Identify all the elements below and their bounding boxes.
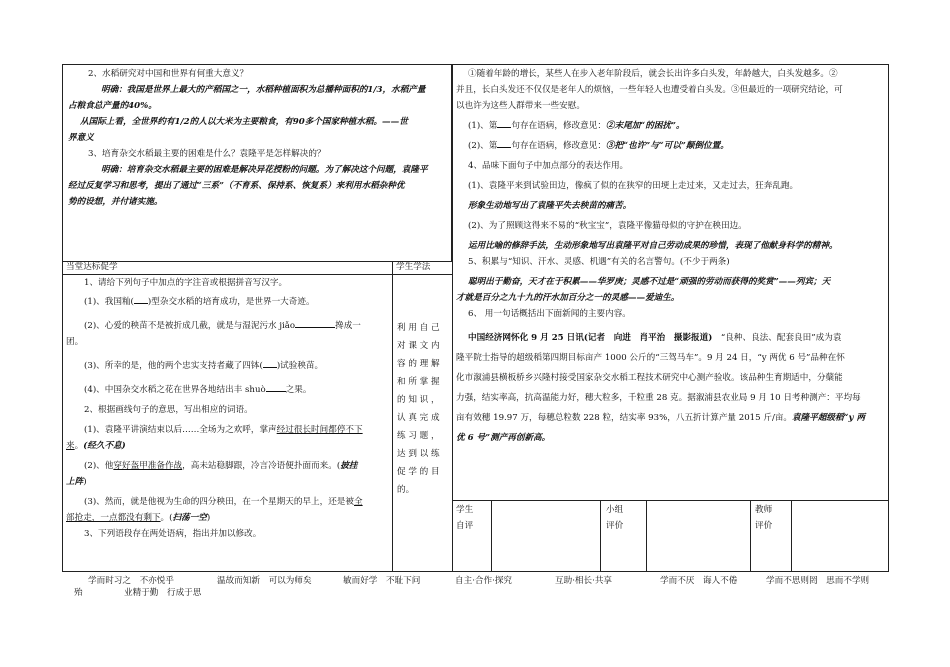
- exercise-2-2: (2)、他穿好盔甲准备作战，高未站稳脚跟，冷言冷语便扑面而来。(披挂: [84, 461, 358, 471]
- footer-motto-2: 温故而知新 可以为师矣: [217, 576, 312, 586]
- answer-blank[interactable]: [295, 327, 335, 328]
- answer-3-line-3: 势的设想，并付诸实施。: [68, 197, 163, 207]
- exercise-2: 2、根据画线句子的意思，写出相应的词语。: [84, 405, 253, 415]
- footer-motto-9: 业精于勤 行成于思: [124, 588, 202, 598]
- eval-self-label: 学生 自评: [456, 505, 474, 531]
- footer-motto-4: 自主·合作·探究: [455, 576, 513, 586]
- answer-blank[interactable]: [497, 147, 511, 148]
- eval-teacher-label: 教师 评价: [755, 505, 773, 531]
- answer-2-line-1: 明确：我国是世界上最大的产稻国之一，水稻种植面积为总播种面积的1/3，水稻产量: [101, 85, 426, 95]
- footer-motto-7: 学而不思则罔 思而不学则: [766, 576, 870, 586]
- revision-2: (2)、第 句存在语病，修改意见：③把“也许”与“可以”颠倒位置。: [468, 141, 729, 151]
- answer-blank[interactable]: [263, 367, 277, 368]
- exercise-1-2: (2)、心爱的秧苗不是被折成几截，就是与湿泥污水 jiǎo 搀成一: [84, 321, 361, 331]
- eval-self-value-cell: [491, 500, 601, 572]
- question-4-1: (1)、袁隆平来到试验田边，像疯了似的在狭窄的田埂上走过来，又走过去，狂奔乱跑。: [468, 181, 799, 191]
- eval-group-value-cell: [646, 500, 751, 572]
- answer-4-2: 运用比喻的修辞手法，生动形象地写出袁隆平对自己劳动成果的珍惜，表现了他献身科学的精神。: [468, 241, 838, 251]
- question-3: 3、培育杂交水稻最主要的困难是什么？袁隆平是怎样解决的？: [88, 149, 326, 159]
- eval-group-label: 小组 评价: [606, 505, 624, 531]
- news-line-6: 优 6 号”测产再创新高。: [456, 433, 551, 443]
- answer-2-line-3: 从国际上看，全世界约有1/2的人以大米为主要粮食，有90多个国家种植水稻。——世: [80, 117, 408, 127]
- exercise-1-2-cont: 团。: [66, 337, 84, 347]
- footer-motto-6: 学而不厌 诲人不倦: [660, 576, 738, 586]
- footer-motto-1: 学而时习之 不亦悦乎: [88, 576, 174, 586]
- news-line-4: 力强，结实率高，抗高温能力好，穗大粒多，千粒重 28 克。据溆浦县农业局 9 月 10 日考种测产：平均每: [456, 393, 861, 403]
- answer-4-1: 形象生动地写出了袁隆平失去秧苗的痛苦。: [468, 201, 632, 211]
- exercise-1: 1、请给下列句子中加点的字注音或根据拼音写汉字。: [84, 278, 288, 288]
- exercise-1-4: (4)、中国杂交水稻之花在世界各地结出丰 shuò 之果。: [84, 385, 312, 395]
- exercise-1-1: (1)、我国籼( )型杂交水稻的培育成功，是世界一大奇迹。: [84, 297, 315, 307]
- student-method-header: 学生学法: [396, 262, 431, 272]
- passage-line-3: 以也许为这些人群带来一些安慰。: [456, 101, 585, 111]
- exercise-text: [66, 275, 390, 542]
- answer-3-line-1: 明确：培育杂交水稻最主要的困难是解决异花授粉的问题。为了解决这个问题，袁隆平: [101, 165, 428, 175]
- header-rule: [62, 261, 453, 275]
- question-5: 5、积累与“知识、汗水、灵感、机遇”有关的名言警句。(不少于两条): [468, 257, 730, 267]
- news-line-5: 亩有效穗 19.97 万，每穗总粒数 228 粒，结实率 93%，八五折计算产量 2015 斤/亩。袁隆平超级稻“y 两: [456, 413, 866, 423]
- answer-3-line-2: 经过反复学习和思考，提出了通过“三系”（不育系、保持系、恢复系）来利用水稻杂种优: [68, 181, 405, 191]
- news-line-1: 中国经济网怀化 9 月 25 日讯(记者 向进 肖平治 摄影报道) “良种、良法、配套良田”成为袁: [468, 333, 842, 343]
- exercise-2-3: (3)、然而，就是他视为生命的四分秧田，在一个星期天的早上，还是被全: [84, 497, 363, 507]
- exercise-2-1: (1)、袁隆平讲演结束以后……全场为之欢呼，掌声经过很长时间都停不下: [84, 425, 363, 435]
- answer-blank[interactable]: [497, 127, 511, 128]
- question-4-2: (2)、为了照顾这得来不易的“秋宝宝”，袁隆平像猫母似的守护在秧田边。: [468, 221, 747, 231]
- answer-2-line-4: 界意义: [68, 133, 94, 143]
- right-content-text: [456, 66, 886, 446]
- question-4: 4、品味下面句子中加点部分的表达作用。: [468, 161, 629, 171]
- exercise-2-3-cont: 部抢走，一点都没有剩下。(扫荡一空): [66, 513, 211, 523]
- exercise-2-1-cont: 来。(经久不息): [66, 441, 126, 451]
- exercise-1-3: (3)、所幸的是，他的两个忠实支持者藏了四钵( )试验秧苗。: [84, 361, 324, 371]
- answer-5-line-1: 聪明出于勤奋，天才在于积累——华罗庚；灵感不过是“顽强的劳动而获得的奖赏”——列宾；天: [468, 277, 831, 287]
- passage-line-2: 并且，长白头发还不仅仅是老年人的烦恼，一些年轻人也遭受着白头发。③但最近的一项研究结论，可: [456, 85, 843, 95]
- left-top-text: [68, 66, 448, 210]
- footer-motto-8: 殆: [74, 588, 83, 598]
- question-6: 6、 用一句话概括出下面新闻的主要内容。: [468, 309, 631, 319]
- answer-5-line-2: 才就是百分之九十九的汗水加百分之一的灵感——爱迪生。: [456, 293, 680, 303]
- section-header: 当堂达标促学: [66, 262, 118, 272]
- passage-line-1: ①随着年龄的增长，某些人在步入老年阶段后，就会长出许多白头发，年龄越大，白头发越多。②: [468, 69, 838, 79]
- footer-motto-3: 敏而好学 不耻下问: [343, 576, 421, 586]
- footer-motto-5: 互助·相长·共享: [555, 576, 613, 586]
- question-2: 2、水稻研究对中国和世界有何重大意义？: [88, 69, 249, 79]
- student-method-text: 利 用 自 己 对 课 文 内 容 的 理 解 和 所 掌 握 的 知 识 ， 认 真 完 成 练 习 题 ， 达 到 以 练 促 学 的 目 的。: [397, 323, 440, 495]
- exercise-3: 3、下列语段存在两处语病，指出并加以修改。: [84, 529, 262, 539]
- news-line-2: 隆平院士指导的超级稻第四期目标亩产 1000 公斤的“三驾马车”。9 月 24 日，“y 两优 6 号”品种在怀: [456, 353, 845, 363]
- answer-2-line-2: 占粮食总产量的40%。: [68, 101, 157, 111]
- eval-teacher-value-cell: [791, 500, 889, 572]
- news-line-3: 化市溆浦县横板桥乡兴隆村接受国家杂交水稻工程技术研究中心测产验收。该品种生育期适中，分蘖能: [456, 373, 843, 383]
- revision-1: (1)、第 句存在语病，修改意见：②末尾加“的困扰”。: [468, 121, 685, 131]
- answer-blank[interactable]: [266, 391, 286, 392]
- answer-blank[interactable]: [134, 303, 148, 304]
- exercise-2-2-cont: 上阵): [66, 477, 87, 487]
